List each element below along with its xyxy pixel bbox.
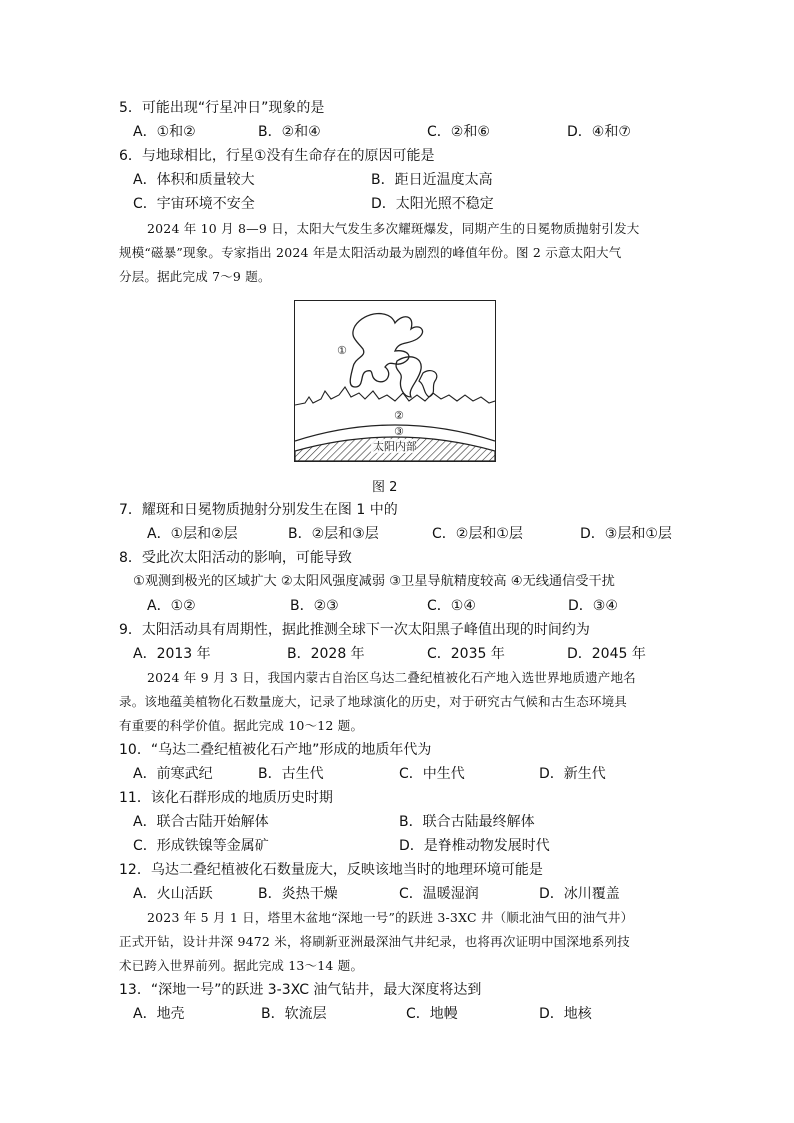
q12-option-a: A．火山活跃	[133, 886, 213, 902]
q6-option-b: B．距日近温度太高	[371, 172, 493, 188]
q9-option-c: C．2035 年	[427, 646, 505, 662]
passage-solar-line-1: 2024 年 10 月 8—9 日，太阳大气发生多次耀斑爆发，同期产生的日冕物质抛射引发大	[147, 221, 640, 236]
q6-option-c: C．宇宙环境不安全	[133, 196, 255, 212]
q9-option-a: A．2013 年	[133, 646, 211, 662]
q9-option-b: B．2028 年	[287, 646, 365, 662]
q12-stem: 12．乌达二叠纪植被化石数量庞大，反映该地当时的地理环境可能是	[119, 862, 543, 878]
solar-atmosphere-figure	[294, 300, 496, 462]
q7-option-b: B．②层和③层	[288, 526, 379, 542]
chromosphere-edge	[295, 387, 495, 405]
passage-fossil-line-3: 有重要的科学价值。据此完成 10～12 题。	[119, 718, 364, 733]
q11-option-a: A．联合古陆开始解体	[133, 814, 269, 830]
prominence-spray	[419, 371, 437, 397]
q11-stem: 11．该化石群形成的地质历史时期	[119, 790, 333, 806]
prominence-arc	[396, 357, 421, 397]
q10-option-b: B．古生代	[258, 766, 324, 782]
passage-fossil-line-2: 录。该地蕴美植物化石数量庞大，记录了地球演化的历史，对于研究古气候和古生态环境具	[119, 694, 628, 709]
q7-option-c: C．②层和①层	[432, 526, 523, 542]
solar-interior-label: 太阳内部	[373, 440, 417, 453]
layer-label-1: ①	[337, 344, 347, 357]
q13-option-c: C．地幔	[406, 1006, 458, 1022]
q7-stem: 7．耀斑和日冕物质抛射分别发生在图 1 中的	[119, 502, 398, 518]
q13-stem: 13．“深地一号”的跃进 3-3XC 油气钻井，最大深度将达到	[119, 982, 482, 998]
q8-option-d: D．③④	[568, 598, 618, 614]
q5-option-a: A．①和②	[133, 124, 196, 140]
q11-option-b: B．联合古陆最终解体	[399, 814, 535, 830]
q10-option-d: D．新生代	[539, 766, 606, 782]
q5-option-b: B．②和④	[258, 124, 321, 140]
q8-option-c: C．①④	[427, 598, 476, 614]
q10-option-c: C．中生代	[399, 766, 465, 782]
passage-solar-line-3: 分层。据此完成 7～9 题。	[119, 269, 271, 284]
passage-drill-line-3: 术已跨入世界前列。据此完成 13～14 题。	[119, 958, 364, 973]
q12-option-b: B．炎热干燥	[258, 886, 338, 902]
figure-caption: 图 2	[372, 480, 398, 495]
q5-option-d: D．④和⑦	[567, 124, 631, 140]
q11-option-c: C．形成铁镍等金属矿	[133, 838, 269, 854]
q6-option-a: A．体积和质量较大	[133, 172, 255, 188]
q8-stem: 8．受此次太阳活动的影响，可能导致	[119, 550, 352, 566]
q8-statements: ①观测到极光的区域扩大 ②太阳风强度减弱 ③卫星导航精度较高 ④无线通信受干扰	[133, 574, 615, 589]
q6-stem: 6．与地球相比，行星①没有生命存在的原因可能是	[119, 148, 435, 164]
passage-drill-line-1: 2023 年 5 月 1 日，塔里木盆地“深地一号”的跃进 3-3XC 井（顺北油气田的油气井）	[147, 910, 634, 925]
q12-option-d: D．冰川覆盖	[539, 886, 620, 902]
q5-stem: 5．可能出现“行星冲日”现象的是	[119, 100, 325, 116]
q6-option-d: D．太阳光照不稳定	[371, 196, 494, 212]
q13-option-a: A．地壳	[133, 1006, 185, 1022]
q8-option-b: B．②③	[290, 598, 339, 614]
q13-option-d: D．地核	[539, 1006, 592, 1022]
q9-option-d: D．2045 年	[567, 646, 646, 662]
layer-label-2: ②	[394, 409, 404, 422]
q10-option-a: A．前寒武纪	[133, 766, 213, 782]
q12-option-c: C．温暖湿润	[399, 886, 479, 902]
q9-stem: 9．太阳活动具有周期性，据此推测全球下一次太阳黑子峰值出现的时间约为	[119, 622, 590, 638]
q13-option-b: B．软流层	[261, 1006, 327, 1022]
layer-label-3: ③	[394, 425, 404, 438]
q8-option-a: A．①②	[147, 598, 196, 614]
passage-drill-line-2: 正式开钻，设计井深 9472 米，将刷新亚洲最深油气井纪录，也将再次证明中国深地系列技	[119, 934, 630, 949]
solar-atmosphere-diagram	[295, 301, 495, 461]
q5-option-c: C．②和⑥	[427, 124, 490, 140]
q11-option-d: D．是脊椎动物发展时代	[399, 838, 550, 854]
q7-option-a: A．①层和②层	[147, 526, 238, 542]
q10-stem: 10．“乌达二叠纪植被化石产地”形成的地质年代为	[119, 742, 432, 758]
passage-solar-line-2: 规模“磁暴”现象。专家指出 2024 年是太阳活动最为剧烈的峰值年份。图 2 示意太阳大气	[119, 245, 622, 260]
q7-option-d: D．③层和①层	[580, 526, 672, 542]
prominence-shape	[350, 314, 422, 387]
passage-fossil-line-1: 2024 年 9 月 3 日，我国内蒙古自治区乌达二叠纪植被化石产地入选世界地质遗产地名	[147, 670, 636, 685]
